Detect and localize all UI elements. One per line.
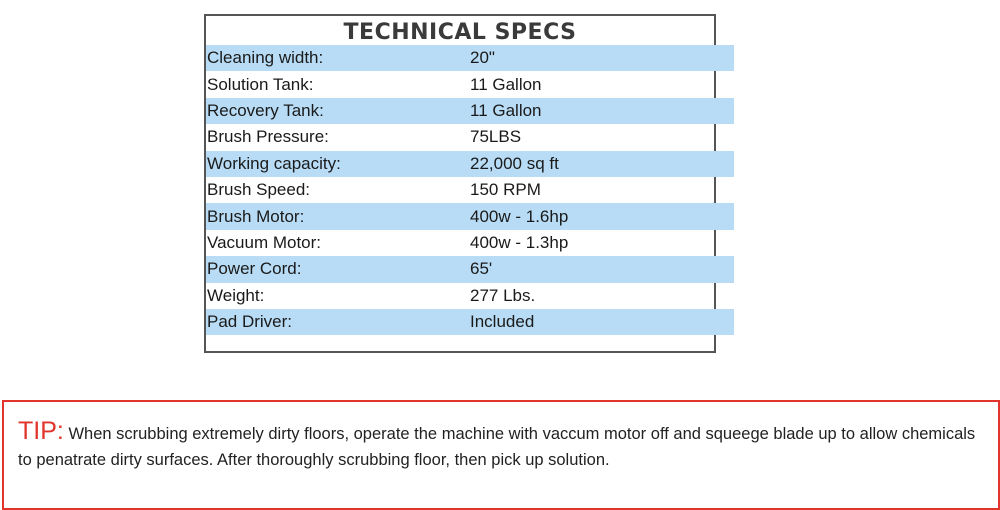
spec-rows bbox=[206, 45, 734, 335]
spec-label: Cleaning width: bbox=[207, 48, 324, 68]
spec-label: Working capacity: bbox=[207, 153, 341, 173]
spec-row-brush-pressure bbox=[206, 124, 734, 150]
spec-row-recovery-tank bbox=[206, 98, 734, 124]
spec-row-brush-motor bbox=[206, 203, 734, 229]
tip-paragraph bbox=[18, 418, 978, 473]
spec-label: Brush Pressure: bbox=[207, 127, 329, 147]
spec-label: Brush Motor: bbox=[207, 206, 305, 226]
spec-label: Pad Driver: bbox=[207, 312, 293, 332]
spec-value: 277 Lbs. bbox=[470, 285, 536, 305]
spec-value: 150 RPM bbox=[470, 180, 541, 200]
spec-row-pad-driver bbox=[206, 309, 734, 335]
spec-label: Recovery Tank: bbox=[207, 100, 324, 120]
spec-value: 65' bbox=[470, 259, 493, 279]
spec-value: 400w - 1.3hp bbox=[470, 232, 569, 252]
spec-value: 20" bbox=[470, 48, 495, 68]
spec-label: Power Cord: bbox=[207, 259, 302, 279]
spec-value: 11 Gallon bbox=[470, 74, 542, 94]
spec-row-vacuum-motor bbox=[206, 230, 734, 256]
spec-value: 22,000 sq ft bbox=[470, 153, 559, 173]
spec-value: 11 Gallon bbox=[470, 100, 542, 120]
spec-row-cleaning-width bbox=[206, 45, 734, 71]
spec-value: Included bbox=[470, 312, 535, 332]
tip-label: TIP: bbox=[18, 417, 64, 445]
spec-row-brush-speed bbox=[206, 177, 734, 203]
spec-label: Brush Speed: bbox=[207, 180, 311, 200]
spec-label: Weight: bbox=[207, 285, 265, 305]
spec-row-power-cord bbox=[206, 256, 734, 282]
spec-row-working-capacity bbox=[206, 151, 734, 177]
spec-row-weight bbox=[206, 283, 734, 309]
technical-specs-table bbox=[204, 14, 716, 353]
tip-text: When scrubbing extremely dirty floors, operate the machine with vaccum motor off and squeege blade up to allow chemicals to penatrate dirty surfaces. After thoroughly scrubbing floor, then pick up solution. bbox=[18, 425, 976, 469]
spec-value: 400w - 1.6hp bbox=[470, 206, 569, 226]
spec-value: 75LBS bbox=[470, 127, 522, 147]
tip-box bbox=[2, 400, 1000, 510]
specs-title: TECHNICAL SPECS bbox=[343, 20, 577, 45]
spec-row-solution-tank bbox=[206, 71, 734, 97]
spec-label: Solution Tank: bbox=[207, 74, 314, 94]
spec-label: Vacuum Motor: bbox=[207, 232, 322, 252]
